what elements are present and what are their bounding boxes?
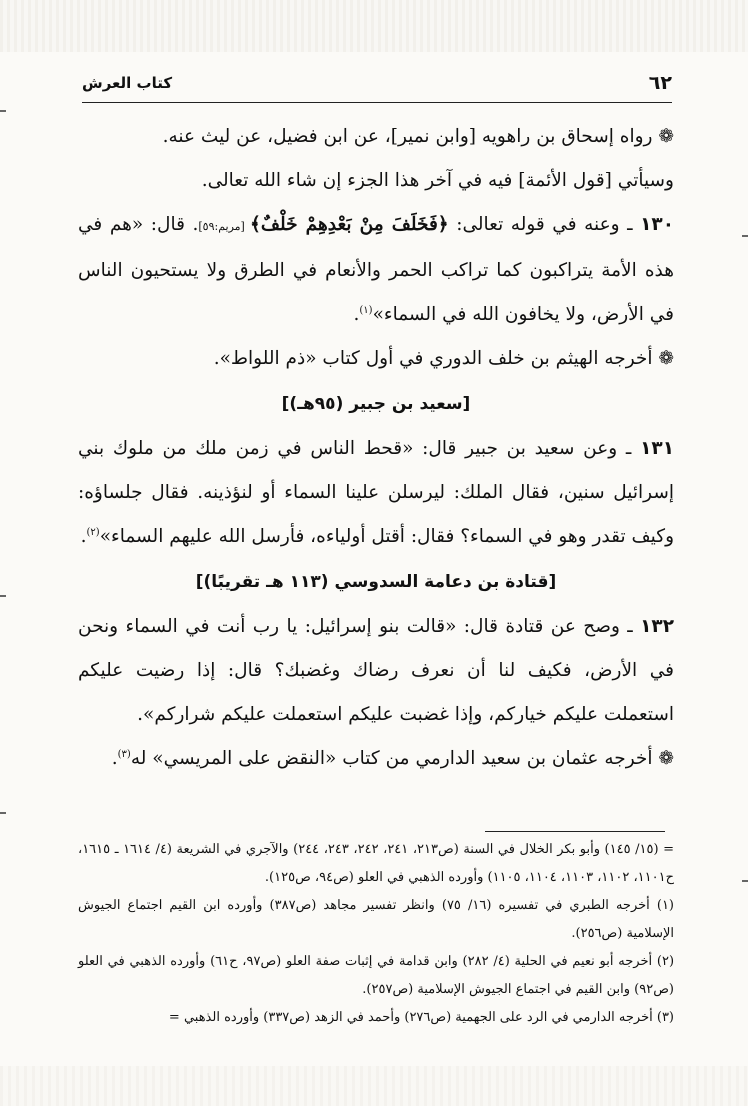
paragraph: ١٣٠ ـ وعنه في قوله تعالى: ﴿فَخَلَفَ مِنْ بَعْدِهِمْ خَلْفٌ﴾ [مريم:٥٩]. قال: «هم في هذه الأمة يتراكبون كما تراكب الحمر والأنعام في الطرق ولا يستحيون الناس في الأرض، ولا يخافون الله في السماء»$^{(١)}$.: [78, 214, 674, 325]
footnote-marker: (٣): [117, 748, 131, 760]
hadith-number: ١٣٠: [640, 214, 674, 235]
scan-edge-bottom: [0, 1066, 748, 1106]
margin-mark: [742, 235, 748, 237]
margin-mark: [0, 595, 6, 597]
verse-reference: [مريم:٥٩]: [198, 220, 250, 233]
footnote-marker: (١): [359, 304, 373, 316]
section-heading: [قتادة بن دعامة السدوسي (١١٣ هـ تقريبًا)]: [195, 572, 557, 592]
hadith-number: ١٣٢: [640, 616, 674, 637]
hadith-number: ١٣١: [640, 438, 674, 459]
footnote: (٢) أخرجه أبو نعيم في الحلية (٤/ ٢٨٢) وابن قدامة في إثبات صفة العلو (ص٩٧، ح٦١) وأورده الذهبي في العلو (ص٩٢) وابن القيم في اجتماع الجيوش الإسلامية (ص٢٥٧).: [78, 954, 675, 997]
margin-mark: [742, 880, 748, 882]
star-icon: ❁: [658, 348, 674, 369]
scan-edge-top: [0, 0, 748, 52]
quran-verse: ﴿فَخَلَفَ مِنْ بَعْدِهِمْ خَلْفٌ﴾: [250, 214, 449, 235]
footnote-marker: (٢): [86, 526, 100, 538]
page-number: ٦٢: [648, 72, 672, 94]
main-text: [78, 115, 674, 781]
paragraph: ❁رواه إسحاق بن راهويه [وابن نمير]، عن ابن فضيل، عن ليث عنه.: [162, 126, 674, 147]
section-heading: [سعيد بن جبير (٩٥هـ)]: [281, 394, 471, 414]
paragraph: ❁أخرجه الهيثم بن خلف الدوري في أول كتاب «ذم اللواط».: [213, 348, 674, 369]
paragraph: ١٣١ ـ وعن سعيد بن جبير قال: «قحط الناس في زمن ملك من ملوك بني إسرائيل سنين، فقال الملك: ليرسلن علينا السماء أو لنؤذينه. فقال جلساؤه: وكيف تقدر وهو في السماء؟ فقال: أقتل أولياءه، فأرسل الله عليهم السماء»$^{(٢)}$.: [78, 438, 674, 547]
margin-mark: [0, 812, 6, 814]
footnote: (١) أخرجه الطبري في تفسيره (١٦/ ٧٥) وانظر تفسير مجاهد (ص٣٨٧) وأورده ابن القيم اجتماع الجيوش الإسلامية (ص٢٥٦).: [78, 898, 674, 941]
footnote: (٣) أخرجه الدارمي في الرد على الجهمية (ص٢٧٦) وأحمد في الزهد (ص٣٣٧) وأورده الذهبي =: [168, 1010, 674, 1025]
margin-mark: [0, 110, 6, 112]
footnotes: [78, 836, 674, 1032]
paragraph: وسيأتي [قول الأئمة] فيه في آخر هذا الجزء إن شاء الله تعالى.: [201, 170, 674, 191]
star-icon: ❁: [658, 126, 674, 147]
footnote: = (١٥/ ١٤٥) وأبو بكر الخلال في السنة (ص٢١٣، ٢٤١، ٢٤٢، ٢٤٣، ٢٤٤) والآجري في الشريعة (٤/ ١٦١٤ ـ ١٦١٥، ح١١٠١، ١١٠٢، ١١٠٣، ١١٠٤، ١١٠٥) وأورده الذهبي في العلو (ص٩٤، ص١٢٥).: [78, 842, 674, 885]
paragraph: ❁أخرجه عثمان بن سعيد الدارمي من كتاب «النقض على المريسي» له$^{(٣)}$.: [111, 748, 674, 769]
footnote-divider: [485, 831, 665, 832]
paragraph: ١٣٢ ـ وصح عن قتادة قال: «قالت بنو إسرائيل: يا رب أنت في السماء ونحن في الأرض، فكيف لنا أن نعرف رضاك وغضبك؟ قال: إذا رضيت عليكم استعملت عليكم خياركم، وإذا غضبت عليكم استعملت عليكم شراركم».: [78, 616, 674, 725]
star-icon: ❁: [658, 748, 674, 769]
page-header: [82, 70, 672, 103]
book-title: كتاب العرش: [82, 74, 173, 92]
